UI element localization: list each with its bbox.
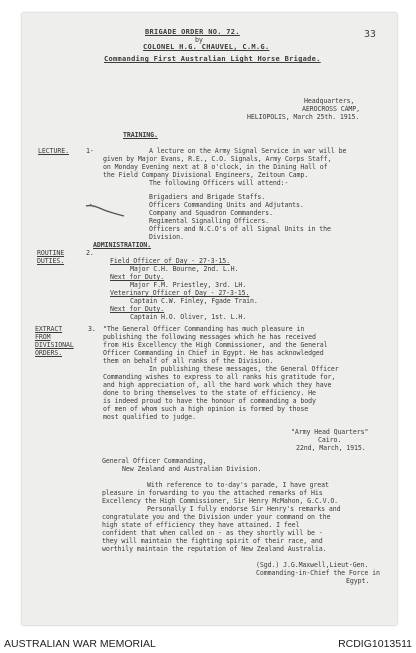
text-line: worthily maintain the reputation of New Zealand Australia. (102, 545, 327, 553)
duty-officer: Captain H.O. Oliver, 1st. L.H. (130, 313, 247, 321)
list-item: Officers Commanding Units and Adjutants. (149, 201, 304, 209)
paragraph-number: 1- (86, 147, 94, 155)
text-line: of men of whom such a high opinion is formed by those (103, 405, 309, 413)
text-line: The following Officers will attend:- (149, 179, 289, 187)
section-heading-administration: ADMINISTRATION. (93, 241, 152, 249)
duty-heading: Field Officer of Day - 27-3-15. (110, 257, 230, 265)
text-line: is indeed proud to have the honour of commanding a body (103, 397, 316, 405)
text-line: given by Major Evans, R.E., C.O. Signals, Army Corps Staff, (103, 155, 332, 163)
list-item: Division. (149, 233, 184, 241)
margin-extract: EXTRACT (35, 325, 63, 333)
addressee-line: New Zealand and Australian Division. (122, 465, 262, 473)
order-title: BRIGADE ORDER NO. 72. (145, 28, 240, 36)
text-line: the Field Company Divisional Engineers, Zeitoun Camp. (103, 171, 309, 179)
signoff-line: "Army Head Quarters" (291, 428, 369, 436)
text-line: pleasure in forwarding to you the attached remarks of His (102, 489, 323, 497)
address-line: Headquarters, (304, 97, 355, 105)
text-line: on Monday Evening next at 8 o'clock, in the Dining Hall of (103, 163, 328, 171)
margin-routine: ROUTINE (37, 249, 65, 257)
duty-heading: Veterinary Officer of Day - 27-3-15. (110, 289, 250, 297)
text-line: most qualified to judge. (103, 413, 196, 421)
margin-duties: DUTIES. (37, 257, 65, 265)
signoff-line: 22nd, March, 1915. (296, 444, 366, 452)
text-line: congratulate you and the Division under your command on the (102, 513, 331, 521)
text-line: confident that when called on - as they shortly will be - (102, 529, 323, 537)
margin-orders: ORDERS. (35, 349, 63, 357)
list-item: Company and Squadron Commanders. (149, 209, 273, 217)
text-line: "The General Officer Commanding has much pleasure in (103, 325, 305, 333)
text-line: they will maintain the fighting spirit of their race, and (102, 537, 323, 545)
duty-officer: Major F.M. Priestley, 3rd. LH. (130, 281, 247, 289)
signoff-line: Cairo. (318, 436, 342, 444)
page-number: 33 (364, 29, 376, 40)
text-line: high state of efficiency they have attained. I feel (102, 521, 300, 529)
text-line: With reference to to-day's parade, I have great (147, 481, 329, 489)
text-line: them on behalf of all ranks of the Division. (103, 357, 274, 365)
text-line: done to bring themselves to the state of efficiency. He (103, 389, 316, 397)
text-line: Commanding wishes to express to all ranks his gratitude for, (103, 373, 336, 381)
text-line: publishing the following messages which he has received (103, 333, 316, 341)
text-line: Personally I fully endorse Sir Henry's remarks and (147, 505, 341, 513)
archive-reference: RCDIG1013511 (338, 638, 412, 650)
archive-footer (0, 636, 416, 653)
order-command: Commanding First Australian Light Horse Brigade. (104, 55, 321, 63)
signature-line: Egypt. (346, 577, 370, 585)
text-line: Officer Commanding in Chief in Egypt. He has acknowledged (103, 349, 324, 357)
order-by: by (195, 36, 203, 44)
archive-name: AUSTRALIAN WAR MEMORIAL (4, 638, 156, 650)
paragraph-number: 2. (86, 249, 94, 257)
address-line: HELIOPOLIS, March 25th. 1915. (247, 113, 360, 121)
duty-heading: Next for Duty. (110, 273, 165, 281)
order-author: COLONEL H.G. CHAUVEL, C.M.G. (143, 43, 270, 51)
signature-line: Commanding-in-Chief the Force in (256, 569, 380, 577)
signature-line: (Sgd.) J.G.Maxwell,Lieut-Gen. (256, 561, 369, 569)
section-heading-training: TRAINING. (123, 131, 158, 139)
text-line: and high appreciation of, all the hard work which they have (103, 381, 332, 389)
duty-officer: Major C.H. Bourne, 2nd. L.H. (130, 265, 239, 273)
margin-from: FROM (35, 333, 51, 341)
text-line: In publishing these messages, the General Officer (149, 365, 339, 373)
pencil-squiggle-mark (84, 202, 126, 218)
margin-divisional: DIVISIONAL (35, 341, 74, 349)
duty-heading: Next for Duty. (110, 305, 165, 313)
address-line: AEROCROSS CAMP, (302, 105, 361, 113)
text-line: Excellency the High Commissioner, Sir Henry McMahon, G.C.V.O. (102, 497, 339, 505)
paragraph-number: 3. (88, 325, 96, 333)
margin-lecture: LECTURE. (38, 147, 69, 155)
addressee-line: General Officer Commanding, (102, 457, 207, 465)
list-item: Brigadiers and Brigade Staffs. (149, 193, 266, 201)
duty-officer: Captain C.W. Finley, Fgade Train. (130, 297, 258, 305)
text-line: A lecture on the Army Signal Service in war will be (149, 147, 347, 155)
list-item: Officers and N.C.O's of all Signal Units in the (149, 225, 331, 233)
list-item: Regimental Signalling Officers. (149, 217, 269, 225)
text-line: from His Excellency the High Commissioner, and the General (103, 341, 328, 349)
